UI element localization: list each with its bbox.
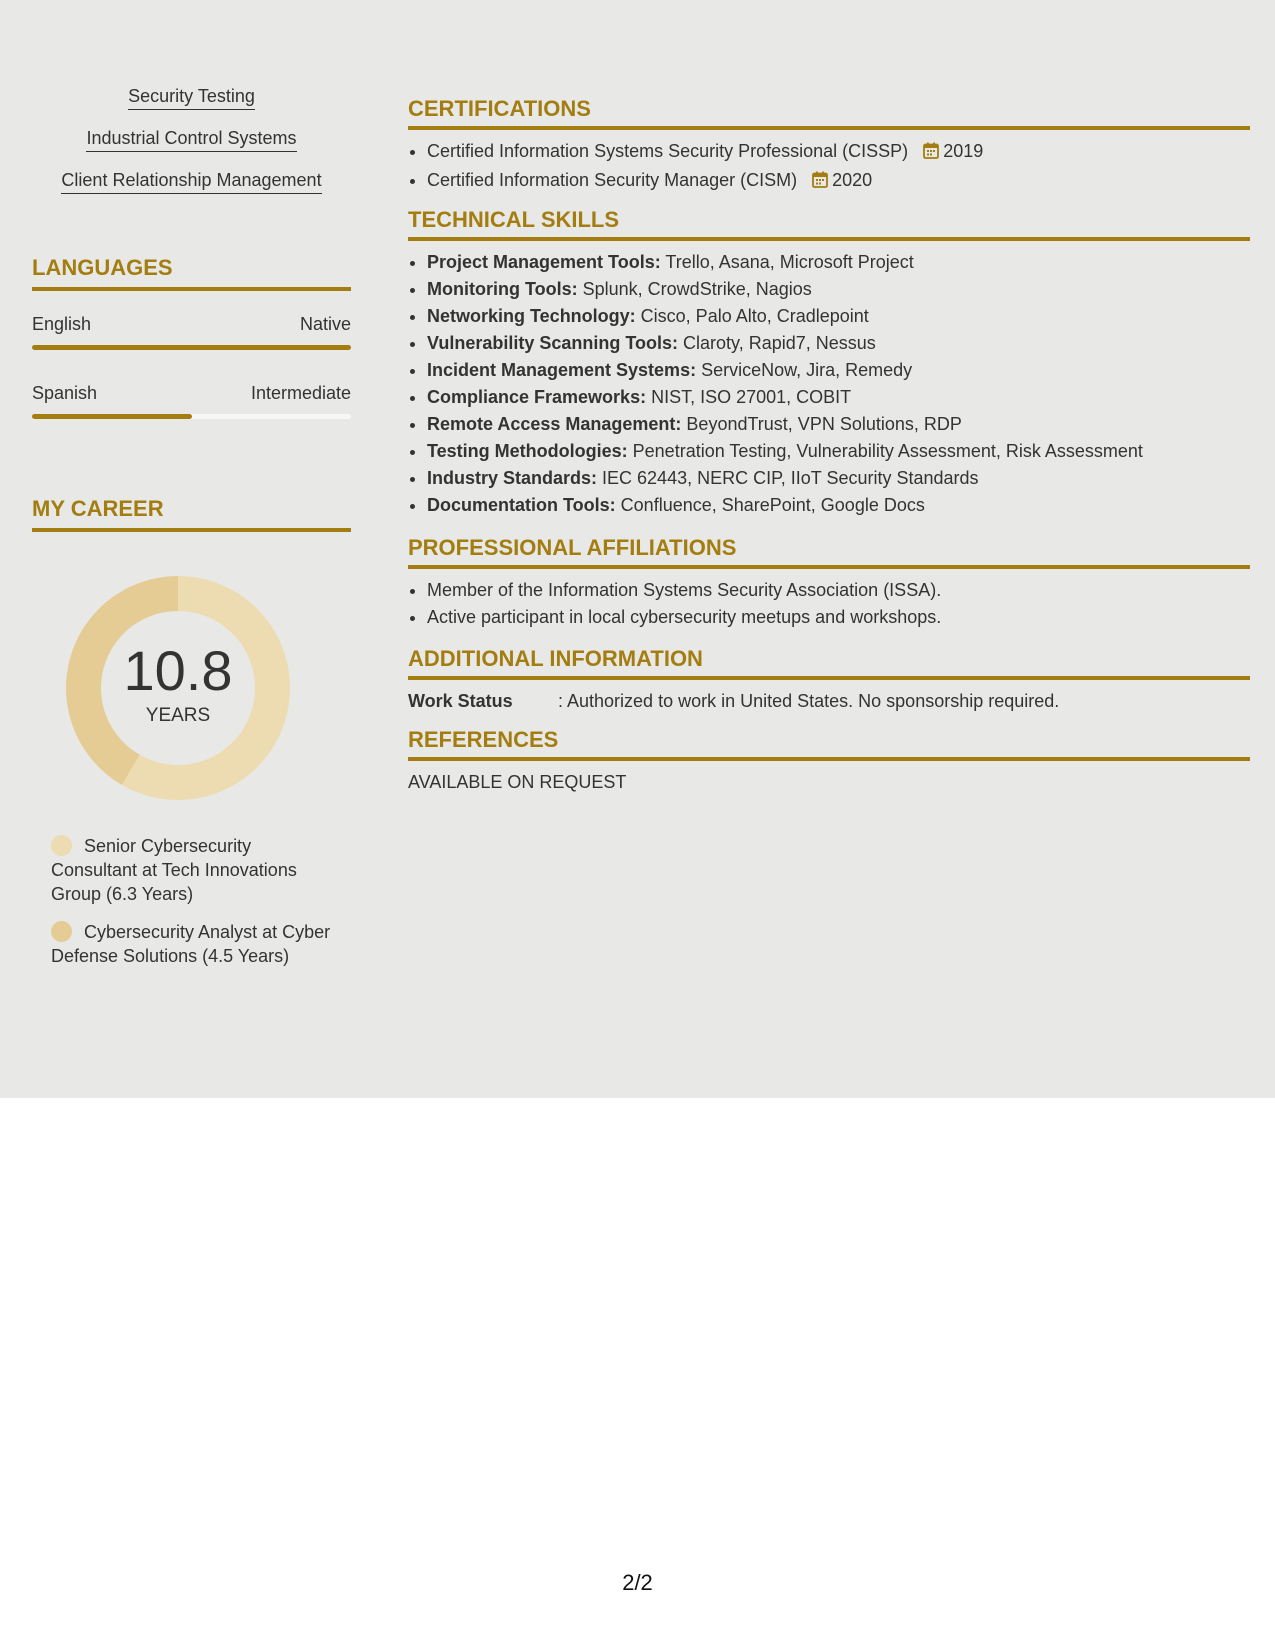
career-total-years: 10.8: [123, 639, 233, 702]
language-name: Spanish: [32, 383, 98, 403]
career-legend-item: [51, 920, 331, 968]
certifications-section: [408, 96, 1250, 196]
skill-value: Confluence, SharePoint, Google Docs: [615, 495, 925, 515]
skill-link[interactable]: Industrial Control Systems: [86, 128, 296, 152]
language-item: [32, 383, 351, 419]
career-donut-chart: [66, 576, 290, 800]
language-level: Intermediate: [250, 383, 351, 403]
language-bar-fill: [32, 414, 192, 419]
skill-label: Networking Technology:: [427, 306, 636, 326]
language-bar: [32, 414, 351, 419]
skill-label: Project Management Tools:: [427, 252, 661, 272]
technical-skills-section: [408, 207, 1250, 519]
skill-value: NIST, ISO 27001, COBIT: [646, 387, 852, 407]
page-number: 2/2: [622, 1570, 653, 1595]
skill-label: Documentation Tools:: [427, 495, 616, 515]
skill-value: Cisco, Palo Alto, Cradlepoint: [635, 306, 869, 326]
additional-info-section: [408, 646, 1250, 715]
skill-item: [427, 438, 1250, 465]
language-bar: [32, 345, 351, 350]
skill-label: Incident Management Systems:: [427, 360, 697, 380]
skill-item: [427, 465, 1250, 492]
work-status-key: Work Status: [408, 691, 513, 711]
skill-value: Trello, Asana, Microsoft Project: [660, 252, 914, 272]
skill-value: IEC 62443, NERC CIP, IIoT Security Standards: [597, 468, 979, 488]
career-legend-label: Cybersecurity Analyst at Cyber Defense Solutions (4.5 Years): [51, 922, 331, 966]
skill-value: Penetration Testing, Vulnerability Assessment, Risk Assessment: [627, 441, 1143, 461]
skill-item: [427, 492, 1250, 519]
language-name: English: [32, 314, 92, 334]
legend-dot-icon: [51, 921, 72, 942]
skill-label: Vulnerability Scanning Tools:: [427, 333, 679, 353]
career-legend-item: [51, 834, 331, 906]
certification-year: 2019: [943, 141, 984, 161]
skill-item: [427, 384, 1250, 411]
skill-value: BeyondTrust, VPN Solutions, RDP: [681, 414, 962, 434]
skill-item: [427, 357, 1250, 384]
affiliations-heading: PROFESSIONAL AFFILIATIONS: [408, 535, 1250, 569]
skill-link[interactable]: Client Relationship Management: [61, 170, 321, 194]
skill-item: [427, 330, 1250, 357]
references-heading: REFERENCES: [408, 727, 1250, 761]
work-status-row: [408, 688, 1250, 715]
languages-heading: LANGUAGES: [32, 255, 351, 291]
skill-value: Claroty, Rapid7, Nessus: [678, 333, 876, 353]
affiliations-section: [408, 535, 1250, 631]
skill-label: Monitoring Tools:: [427, 279, 578, 299]
career-years-unit: YEARS: [145, 705, 211, 726]
certification-year: 2020: [832, 170, 873, 190]
skill-value: ServiceNow, Jira, Remedy: [696, 360, 913, 380]
skill-label: Remote Access Management:: [427, 414, 682, 434]
certification-name: Certified Information Systems Security Professional (CISSP): [427, 141, 909, 161]
calendar-icon: [812, 169, 828, 196]
technical-skills-heading: TECHNICAL SKILLS: [408, 207, 1250, 241]
career-legend: [51, 834, 331, 982]
affiliation-item: • Active participant in local cybersecurity meetups and workshops.: [427, 604, 1250, 631]
references-text: AVAILABLE ON REQUEST: [408, 772, 627, 792]
skill-link[interactable]: Security Testing: [128, 86, 255, 110]
certification-name: Certified Information Security Manager (CISM): [427, 170, 798, 190]
skill-links: [32, 86, 351, 212]
skill-label: Industry Standards:: [427, 468, 598, 488]
skill-item: [427, 411, 1250, 438]
certifications-heading: CERTIFICATIONS: [408, 96, 1250, 130]
skill-item: [427, 276, 1250, 303]
skill-label: Compliance Frameworks:: [427, 387, 647, 407]
additional-info-heading: ADDITIONAL INFORMATION: [408, 646, 1250, 680]
language-bar-fill: [32, 345, 351, 350]
skill-value: Splunk, CrowdStrike, Nagios: [577, 279, 812, 299]
certification-item: [427, 167, 1250, 196]
career-legend-label: Senior Cybersecurity Consultant at Tech Innovations Group (6.3 Years): [51, 836, 297, 904]
career-heading: MY CAREER: [32, 496, 351, 532]
references-section: [408, 727, 1250, 796]
work-status-value: : Authorized to work in United States. No sponsorship required.: [558, 691, 1060, 711]
affiliation-item: • Member of the Information Systems Security Association (ISSA).: [427, 577, 1250, 604]
language-item: [32, 314, 351, 350]
language-level: Native: [299, 314, 351, 334]
legend-dot-icon: [51, 835, 72, 856]
skill-item: [427, 249, 1250, 276]
calendar-icon: [923, 140, 939, 167]
skill-label: Testing Methodologies:: [427, 441, 628, 461]
certification-item: [427, 138, 1250, 167]
skill-item: [427, 303, 1250, 330]
